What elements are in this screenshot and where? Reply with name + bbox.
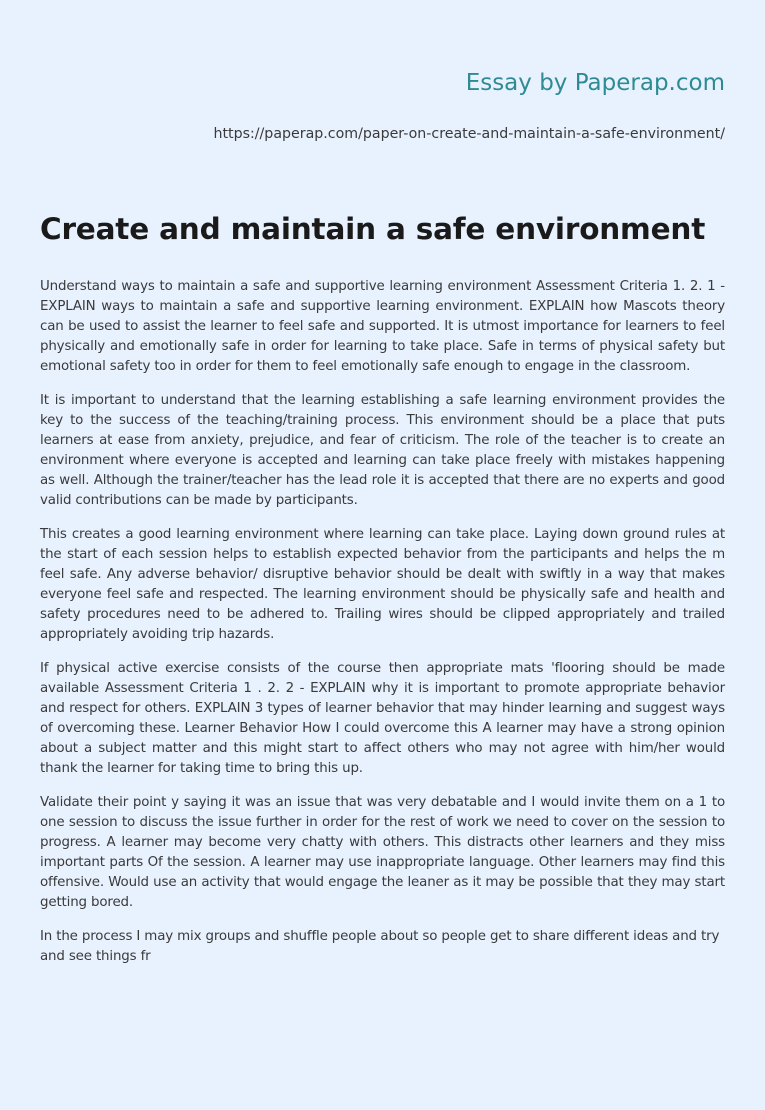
brand-link[interactable]: Essay by Paperap.com (465, 70, 725, 96)
paragraph: This creates a good learning environment where learning can take place. Laying down ground rules at the start of each session helps to establish expected behavior from the participants and helps the m feel safe. Any adverse behavior/ disruptive behavior should be dealt with swiftly in a way that makes everyone feel safe and respected. The learning environment should be physically safe and health and safety procedures need to be adhered to. Trailing wires should be clipped appropriately and trailed appropriately avoiding trip hazards. (40, 527, 725, 642)
paragraph: It is important to understand that the learning establishing a safe learning environment provides the key to the success of the teaching/training process. This environment should be a place that puts learners at ease from anxiety, prejudice, and fear of criticism. The role of the teacher is to create an environment where everyone is accepted and learning can take place freely with mistakes happening as well. Although the trainer/teacher has the lead role it is accepted that there are no experts and good valid contributions can be made by participants. (40, 393, 725, 508)
source-url-link[interactable]: https://paperap.com/paper-on-create-and-maintain-a-safe-environment/ (213, 126, 725, 142)
paragraph: Understand ways to maintain a safe and supportive learning environment Assessment Criteria 1. 2. 1 - EXPLAIN ways to maintain a safe and supportive learning environment. EXPLAIN how Mascots theory can be used to assist the learner to feel safe and supported. It is utmost importance for learners to feel physically and emotionally safe in order for learning to take place. Safe in terms of physical safety but emotional safety too in order for them to feel emotionally safe enough to engage in the classroom. (40, 279, 725, 374)
paragraph: If physical active exercise consists of the course then appropriate mats 'flooring should be made available Assessment Criteria 1 . 2. 2 - EXPLAIN why it is important to promote appropriate behavior and respect for others. EXPLAIN 3 types of learner behavior that may hinder learning and suggest ways of overcoming these. Learner Behavior How I could overcome this A learner may have a strong opinion about a subject matter and this might start to affect others who may not agree with him/her would thank the learner for taking time to bring this up. (40, 661, 725, 776)
article-body (40, 277, 725, 981)
site-header (40, 0, 725, 144)
paragraph: In the process I may mix groups and shuffle people about so people get to share different ideas and try and see things fr (40, 929, 720, 964)
page-title: Create and maintain a safe environment (40, 212, 706, 246)
paragraph: Validate their point y saying it was an issue that was very debatable and I would invite them on a 1 to one session to discuss the issue further in order for the rest of work we need to cover on the session to progress. A learner may become very chatty with others. This distracts other learners and they miss important parts Of the session. A learner may use inappropriate language. Other learners may find this offensive. Would use an activity that would engage the leaner as it may be possible that they may start getting bored. (40, 795, 725, 910)
